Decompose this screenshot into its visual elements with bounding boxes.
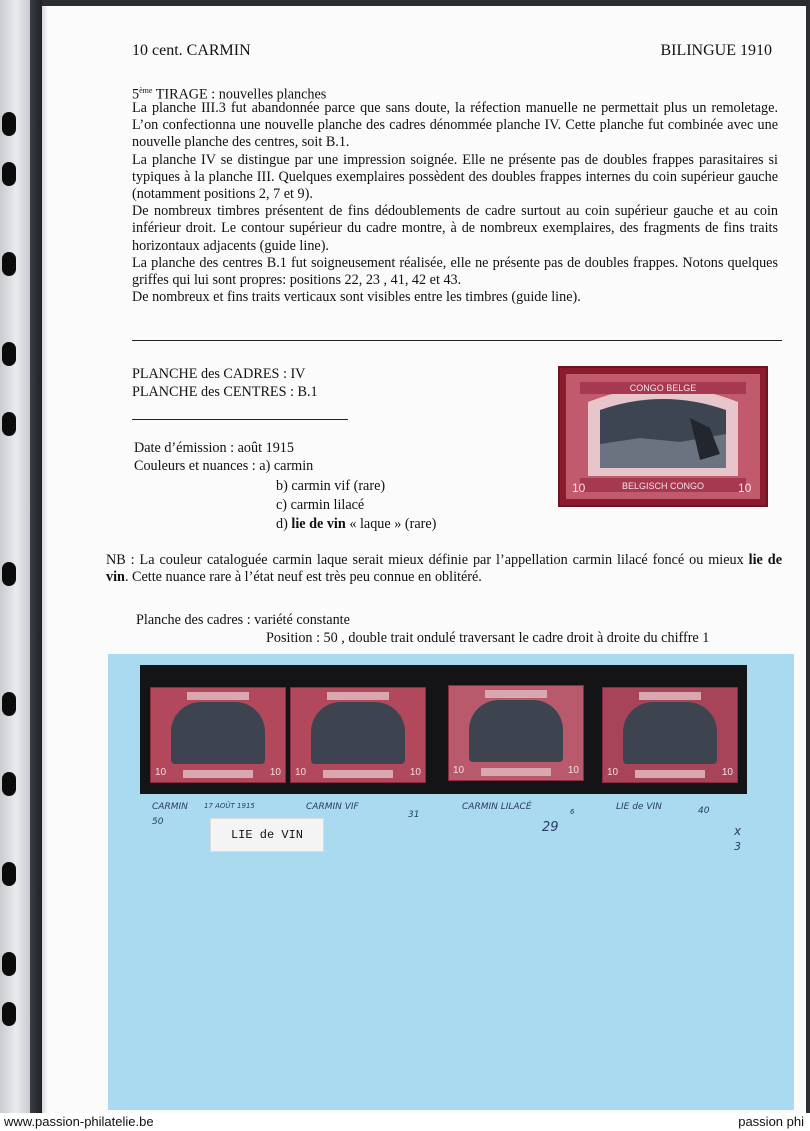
stamp-card — [108, 654, 794, 1110]
stamp-bottom-text: BELGISCH CONGO — [621, 481, 705, 491]
stamp-value-right: 10 — [738, 481, 752, 495]
punch-hole — [2, 412, 16, 436]
stamp-top-text: CONGO BELGE — [629, 383, 697, 393]
note-carmin-lilace: CARMIN LILACÉ — [462, 802, 532, 812]
note-carmin-date: 17 AOÛT 1915 — [204, 802, 255, 810]
note-carmin-vif-num: 31 — [408, 810, 420, 820]
divider — [132, 340, 782, 341]
stamp-carmin-vif: 10 10 — [290, 687, 426, 783]
color-b: b) carmin vif (rare) — [276, 478, 386, 494]
footer-brand: passion phi — [738, 1114, 804, 1129]
note-carmin-vif: CARMIN VIF — [306, 802, 359, 812]
plate-centres: PLANCHE des CENTRES : B.1 — [132, 384, 318, 400]
punch-hole — [2, 562, 16, 586]
paragraph: La planche III.3 fut abandonnée parce que sans doute, la réfection manuelle ne permettait plus un remoletage. L’on confectionna une nouvelle planche des cadres dénommée planche IV. Cette planche fut combinée avec une nouvelle planche des centres, soit B.1. — [132, 100, 778, 151]
plate-cadres: PLANCHE des CADRES : IV — [132, 366, 306, 382]
color-c: c) carmin lilacé — [276, 497, 365, 513]
color-d: d) lie de vin « laque » (rare) — [276, 516, 437, 532]
note-x-mark: x — [734, 824, 742, 838]
note-x-num: 3 — [734, 840, 741, 853]
stamp-engraving — [560, 368, 766, 505]
punch-hole — [2, 162, 16, 186]
stamp-mount-strip — [140, 665, 747, 794]
section-title: 5ème TIRAGE : nouvelles planches — [132, 86, 327, 103]
punch-hole — [2, 342, 16, 366]
punch-hole — [2, 862, 16, 886]
album-page — [42, 6, 806, 1113]
note-carmin: CARMIN — [152, 802, 188, 812]
punch-hole — [2, 692, 16, 716]
lie-de-vin-label: LIE de VIN — [210, 818, 324, 852]
variety-position: Position : 50 , double trait ondulé traversant le cadre droit à droite du chiffre 1 — [266, 630, 710, 646]
stamp-carmin-lilace: 10 10 — [448, 685, 584, 781]
footer — [0, 1113, 810, 1131]
nb-note: NB : La couleur cataloguée carmin laque serait mieux définie par l’appellation carmin lilacé foncé ou mieux lie de vin. Cette nuance rare à l’état neuf est très peu connue en oblitéré. — [106, 552, 782, 586]
punch-hole — [2, 772, 16, 796]
divider — [132, 419, 348, 420]
stamp-value-left: 10 — [572, 481, 586, 495]
paragraph: La planche IV se distingue par une impression soignée. Elle ne présente pas de doubles frappes parasitaires si typiques à la planche III. Quelques exemplaires possèdent des doubles frappes internes du coin supérieur gauche (notamment positions 2, 7 et 9). — [132, 151, 778, 203]
variety-title: Planche des cadres : variété constante — [136, 612, 350, 628]
paragraph: La planche des centres B.1 fut soigneusement réalisée, elle ne présente pas de doubles frappes. Notons quelques griffes qui lui sont propres: positions 22, 23 , 41, 42 et 43. — [132, 254, 778, 289]
note-lilace-num: 29 — [542, 820, 559, 835]
note-lie-de-vin-num: 40 — [698, 806, 710, 816]
emission-date: Date d’émission : août 1915 — [134, 440, 294, 456]
punch-hole — [2, 1002, 16, 1026]
footer-url[interactable]: www.passion-philatelie.be — [4, 1114, 154, 1129]
punch-hole — [2, 252, 16, 276]
note-carmin-num: 50 — [152, 817, 164, 827]
stamp-image — [558, 366, 768, 507]
sleeve-edge — [30, 0, 42, 1113]
colors-label: Couleurs et nuances : a) carmin — [134, 458, 314, 474]
intro-text — [132, 100, 778, 306]
punch-hole — [2, 112, 16, 136]
punch-hole — [2, 952, 16, 976]
note-lie-de-vin: LIE de VIN — [616, 802, 662, 812]
stamp-lie-de-vin: 10 10 — [602, 687, 738, 783]
note-lilace-sup: 6 — [570, 808, 575, 816]
page-title: 10 cent. CARMIN — [132, 42, 251, 59]
stamp-carmin: 10 10 — [150, 687, 286, 783]
page-subtitle: BILINGUE 1910 — [660, 42, 772, 59]
paragraph: De nombreux timbres présentent de fins dédoublements de cadre surtout au coin supérieur gauche et au coin inférieur droit. Le contour supérieur du cadre montre, à de nombreux exemplaires, des fragments de fins traits horizontaux adjacents (guide line). — [132, 203, 778, 254]
paragraph: De nombreux et fins traits verticaux sont visibles entre les timbres (guide line). — [132, 289, 581, 306]
